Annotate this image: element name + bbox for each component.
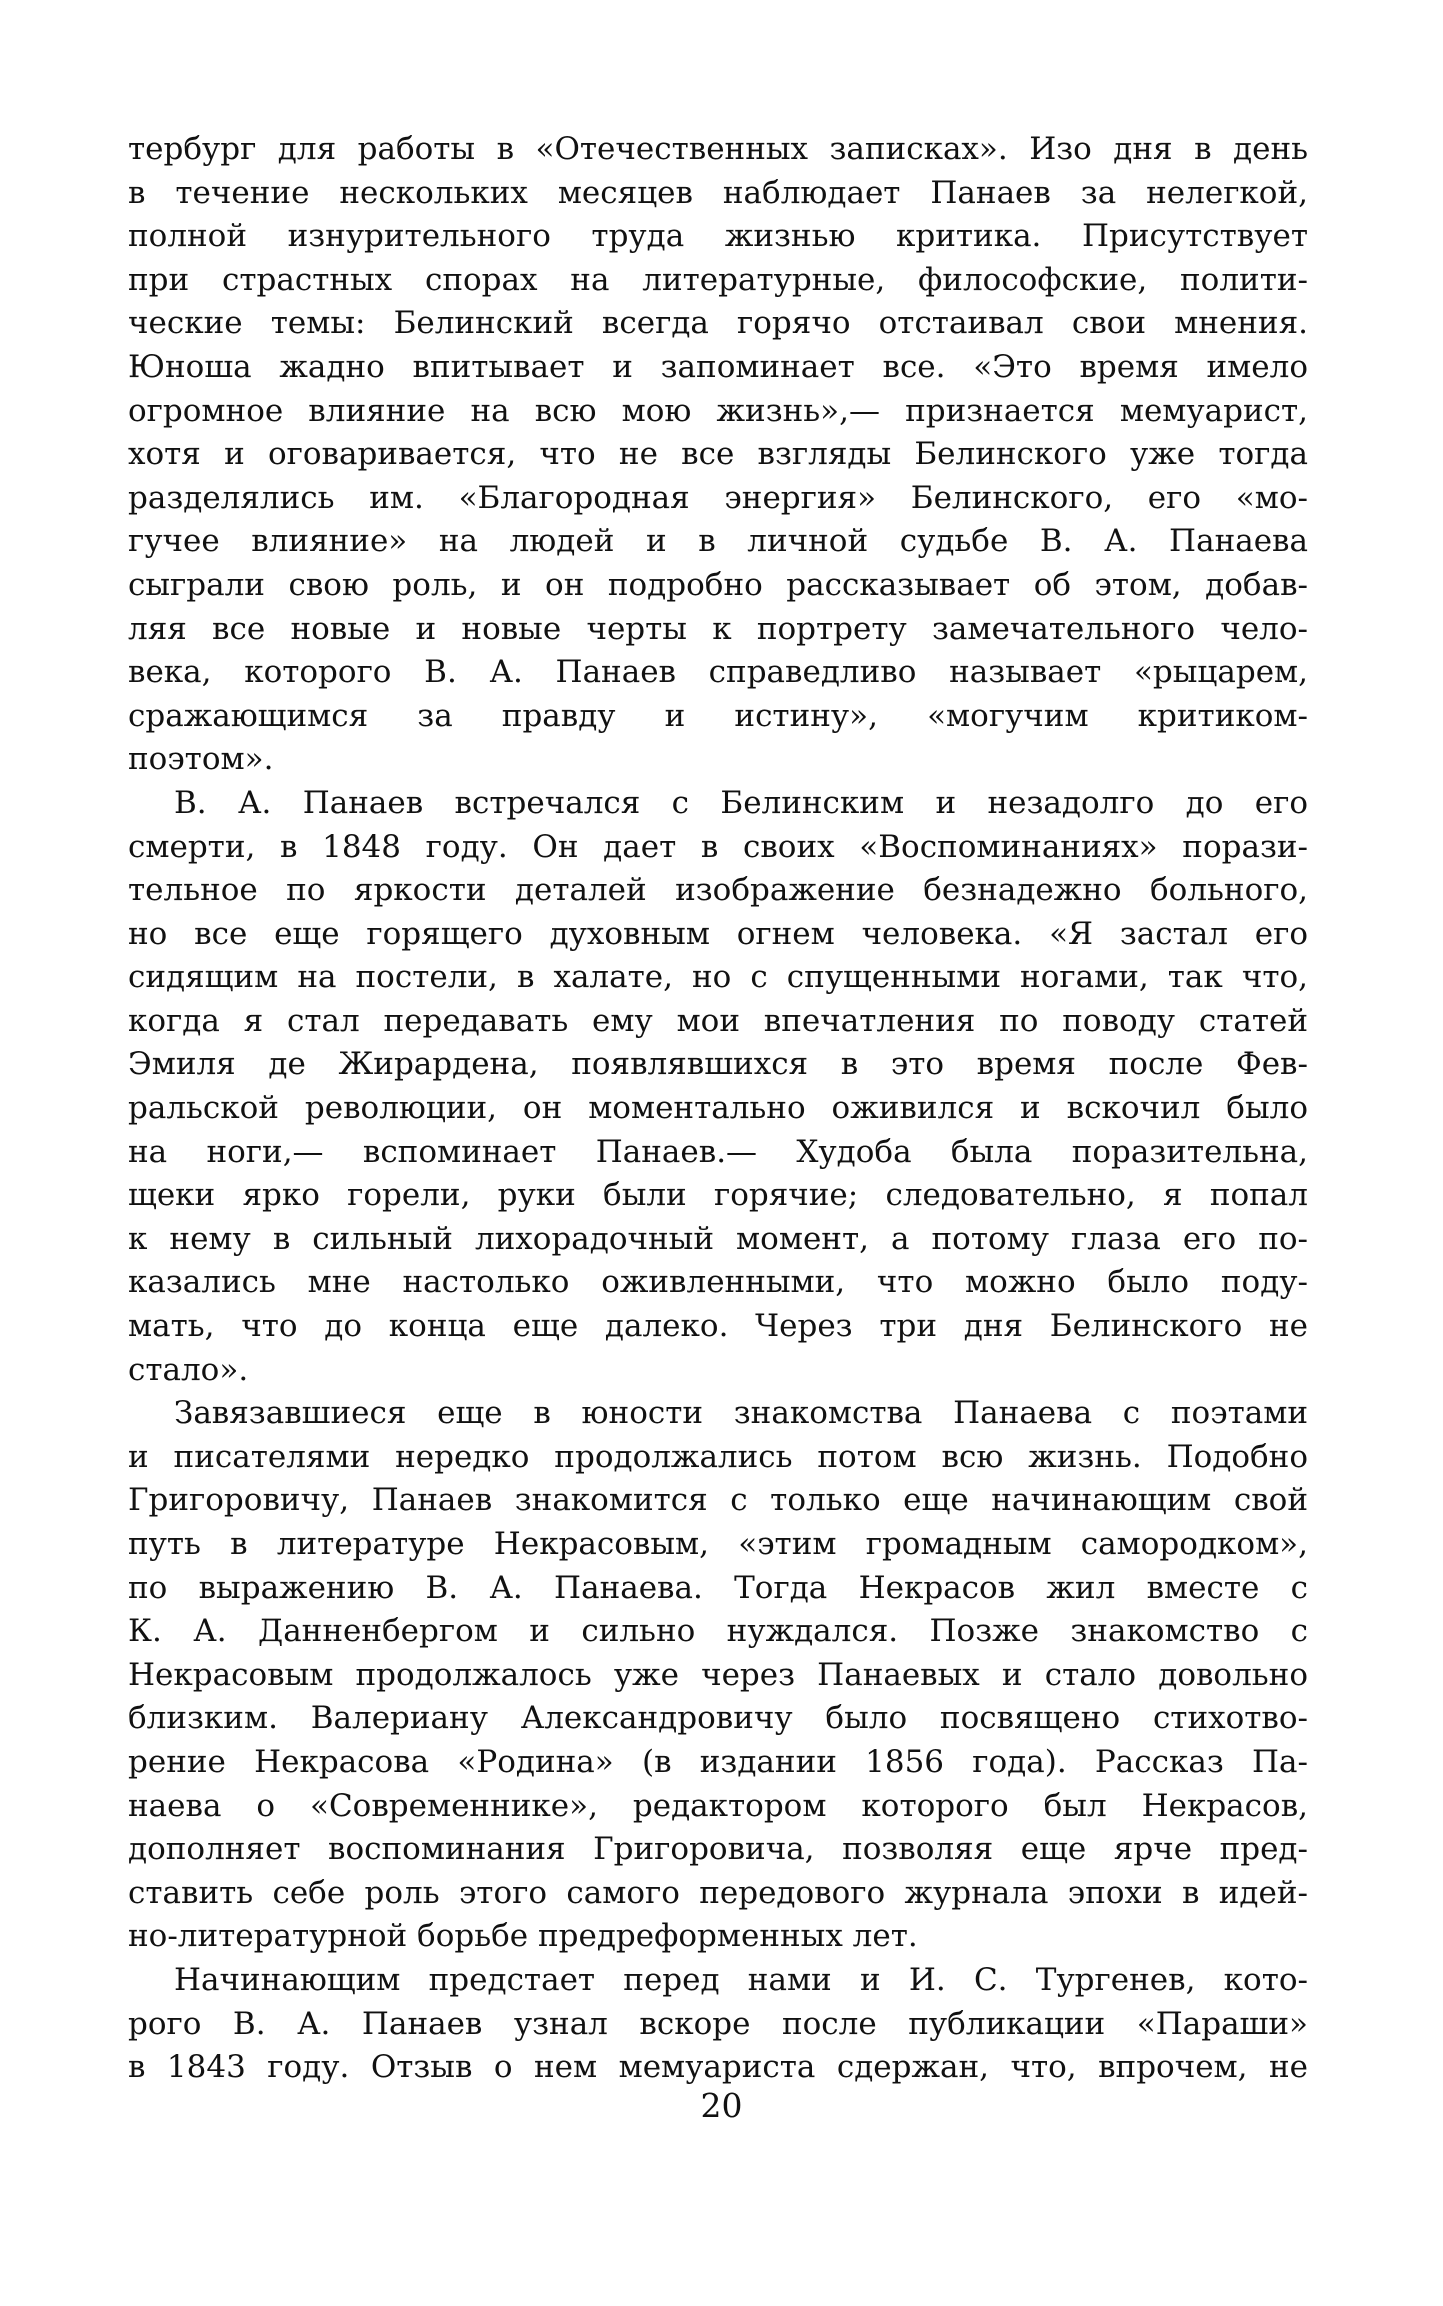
text-line: сидящим на постели, в халате, но с спущенными ногами, так что, [128, 959, 1308, 996]
paragraph [128, 1959, 1308, 2090]
text-line: Некрасовым продолжалось уже через Панаевых и стало довольно [128, 1656, 1308, 1693]
text-line: когда я стал передавать ему мои впечатления по поводу статей [128, 1002, 1308, 1039]
text-line: тербург для работы в «Отечественных записках». Изо дня в день [128, 131, 1308, 167]
text-line: века, которого В. А. Панаев справедливо называет «рыцарем, [128, 654, 1308, 691]
text-line: Эмиля де Жирардена, появлявшихся в это время после Фев- [128, 1046, 1308, 1083]
text-line: на ноги,— вспоминает Панаев.— Худоба была поразительна, [128, 1133, 1308, 1170]
text-line: дополняет воспоминания Григоровича, позволяя еще ярче пред- [128, 1831, 1308, 1868]
text-line: близким. Валериану Александровичу было посвящено стихотво- [128, 1700, 1308, 1737]
text-line: путь в литературе Некрасовым, «этим громадным самородком», [128, 1526, 1308, 1562]
text-line: разделялись им. «Благородная энергия» Белинского, его «мо- [128, 479, 1308, 516]
text-line: но все еще горящего духовным огнем человека. «Я застал его [128, 915, 1308, 952]
text-line: К. А. Данненбергом и сильно нуждался. Позже знакомство с [128, 1613, 1308, 1650]
text-line: мать, что до конца еще далеко. Через три дня Белинского не [128, 1308, 1308, 1345]
text-line: В. А. Панаев встречался с Белинским и незадолго до его [174, 784, 1308, 821]
text-line: ляя все новые и новые черты к портрету замечательного чело- [128, 610, 1308, 647]
text-line: щеки ярко горели, руки были горячие; следовательно, я попал [128, 1177, 1308, 1214]
text-line: гучее влияние» на людей и в личной судьбе В. А. Панаева [128, 523, 1308, 560]
text-line: Юноша жадно впитывает и запоминает все. «Это время имело [128, 348, 1308, 385]
body-text [128, 128, 1308, 2090]
text-line: наева о «Современнике», редактором которого был Некрасов, [128, 1787, 1308, 1824]
text-line: рого В. А. Панаев узнал вскоре после публикации «Параши» [128, 2005, 1308, 2042]
text-line: но-литературной борьбе предреформенных лет. [128, 1918, 918, 1955]
text-line: ральской революции, он моментально оживился и вскочил было [128, 1090, 1308, 1127]
text-line: Григоровичу, Панаев знакомится с только еще начинающим свой [128, 1482, 1308, 1519]
text-line: казались мне настолько оживленными, что можно было поду- [128, 1264, 1308, 1301]
text-line: к нему в сильный лихорадочный момент, а потому глаза его по- [128, 1220, 1308, 1257]
text-line: хотя и оговаривается, что не все взгляды Белинского уже тогда [128, 436, 1308, 473]
text-line: полной изнурительного труда жизнью критика. Присутствует [128, 218, 1308, 255]
text-line: сыграли свою роль, и он подробно рассказывает об этом, добав- [128, 566, 1308, 603]
text-line: огромное влияние на всю мою жизнь»,— признается мемуарист, [128, 392, 1308, 429]
text-line: смерти, в 1848 году. Он дает в своих «Воспоминаниях» порази- [128, 828, 1308, 865]
text-line: Завязавшиеся еще в юности знакомства Панаева с поэтами [174, 1395, 1308, 1432]
text-line: Начинающим предстает перед нами и И. С. Тургенев, кото- [174, 1961, 1308, 1998]
page-number: 20 [700, 2086, 743, 2125]
text-line: поэтом». [128, 741, 274, 778]
text-line: тельное по яркости деталей изображение безнадежно больного, [128, 872, 1308, 909]
text-line: стало». [128, 1351, 249, 1388]
text-line: и писателями нередко продолжались потом всю жизнь. Подобно [128, 1438, 1308, 1475]
text-line: сражающимся за правду и истину», «могучим критиком- [128, 697, 1308, 734]
text-line: рение Некрасова «Родина» (в издании 1856 года). Рассказ Па- [128, 1743, 1308, 1780]
text-line: в течение нескольких месяцев наблюдает Панаев за нелегкой, [128, 174, 1308, 211]
text-line: при страстных спорах на литературные, философские, полити- [128, 261, 1308, 298]
paragraph [128, 782, 1308, 1392]
text-line: по выражению В. А. Панаева. Тогда Некрасов жил вместе с [128, 1569, 1308, 1606]
text-line: ческие темы: Белинский всегда горячо отстаивал свои мнения. [128, 305, 1308, 342]
paragraph [128, 1392, 1308, 1959]
text-line: в 1843 году. Отзыв о нем мемуариста сдержан, что, впрочем, не [128, 2049, 1308, 2086]
paragraph [128, 128, 1308, 782]
text-line: ставить себе роль этого самого передового журнала эпохи в идей- [128, 1874, 1308, 1911]
